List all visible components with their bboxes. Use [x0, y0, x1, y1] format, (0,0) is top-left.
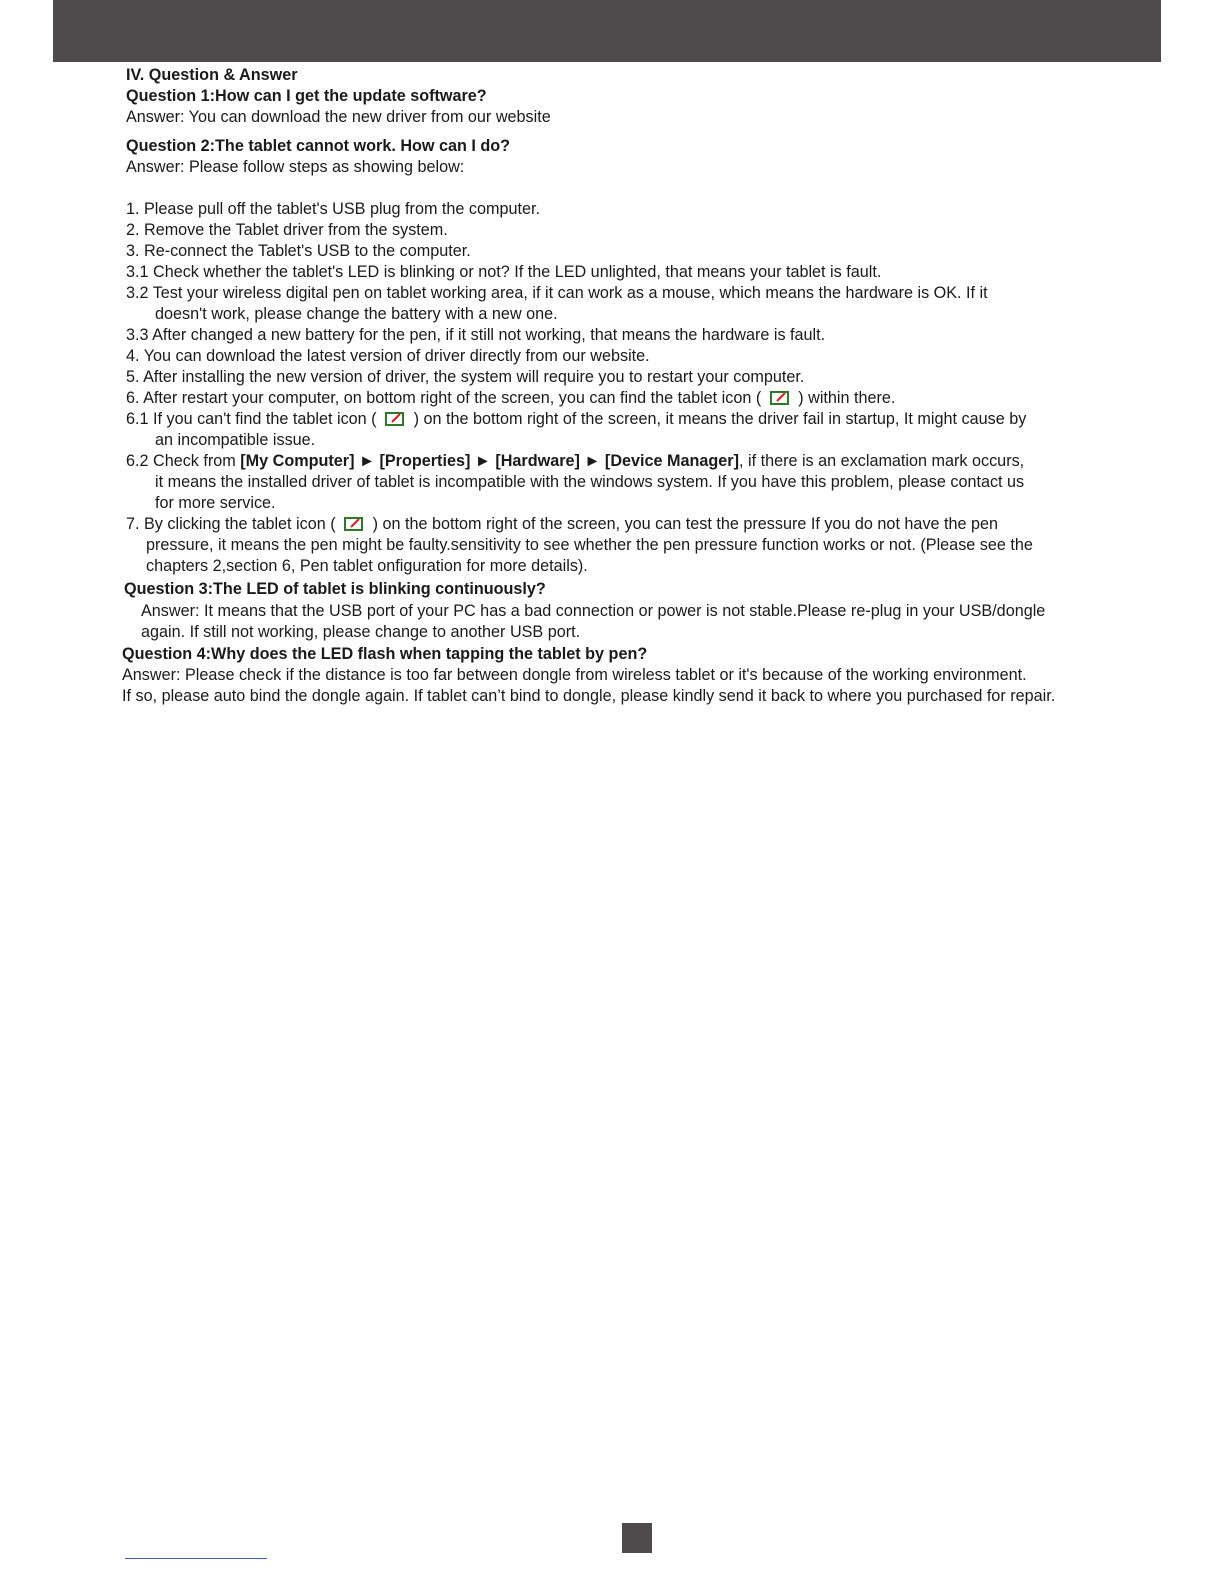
step-3-2: 3.2 Test your wireless digital pen on tablet working area, if it can work as a mouse, which means the hardware is OK. If it	[126, 284, 988, 302]
answer-2: Answer: Please follow steps as showing below:	[126, 158, 465, 176]
step-6	[126, 388, 895, 409]
step-6-2-cont-2: for more service.	[155, 494, 276, 512]
section-title: IV. Question & Answer	[126, 66, 298, 84]
step-6-2-text-pre: 6.2 Check from	[126, 452, 241, 470]
header-bar	[53, 0, 1161, 62]
answer-1: Answer: You can download the new driver from our website	[126, 108, 551, 126]
step-2: 2. Remove the Tablet driver from the system.	[126, 221, 448, 239]
answer-3: Answer: It means that the USB port of your PC has a bad connection or power is not stable.Please re-plug in your USB/dongle	[141, 602, 1046, 620]
step-3-2-cont: doesn't work, please change the battery with a new one.	[155, 305, 558, 323]
step-6-text-post: ) within there.	[798, 389, 896, 407]
question-4: Question 4:Why does the LED flash when tapping the tablet by pen?	[122, 645, 648, 663]
step-6-1	[126, 409, 1026, 430]
step-4: 4. You can download the latest version of driver directly from our website.	[126, 347, 650, 365]
tablet-icon	[770, 390, 790, 405]
question-1: Question 1:How can I get the update software?	[126, 87, 487, 105]
step-5: 5. After installing the new version of driver, the system will require you to restart your computer.	[126, 368, 805, 386]
page-number-box	[622, 1523, 652, 1553]
step-6-1-text-pre: 6.1 If you can't find the tablet icon (	[126, 410, 377, 428]
step-7-text-pre: 7. By clicking the tablet icon (	[126, 515, 336, 533]
step-6-1-cont: an incompatible issue.	[155, 431, 316, 449]
question-2: Question 2:The tablet cannot work. How can I do?	[126, 137, 511, 155]
step-7	[126, 514, 998, 535]
step-7-text-post: ) on the bottom right of the screen, you can test the pressure If you do not have the pen	[372, 515, 999, 533]
step-7-cont-2: chapters 2,section 6, Pen tablet onfiguration for more details).	[146, 557, 588, 575]
tablet-icon	[344, 516, 364, 531]
answer-3-cont: again. If still not working, please change to another USB port.	[141, 623, 581, 641]
step-6-2-text-post: , if there is an exclamation mark occurs,	[738, 452, 1025, 470]
question-3: Question 3:The LED of tablet is blinking continuously?	[124, 580, 546, 598]
step-3: 3. Re-connect the Tablet's USB to the computer.	[126, 242, 471, 260]
step-6-2	[126, 451, 1024, 472]
device-manager-path: [My Computer] ► [Properties] ► [Hardware] ► [Device Manager]	[240, 452, 739, 470]
step-3-1: 3.1 Check whether the tablet's LED is blinking or not? If the LED unlighted, that means your tablet is fault.	[126, 263, 882, 281]
step-6-1-text-post: ) on the bottom right of the screen, it means the driver fail in startup, It might cause by	[413, 410, 1027, 428]
step-1: 1. Please pull off the tablet's USB plug from the computer.	[126, 200, 541, 218]
tablet-icon	[385, 411, 405, 426]
step-6-2-cont-1: it means the installed driver of tablet is incompatible with the windows system. If you have this problem, please contact us	[155, 473, 1025, 491]
footer-rule	[125, 1558, 267, 1559]
step-7-cont-1: pressure, it means the pen might be faulty.sensitivity to see whether the pen pressure function works or not. (Please see the	[146, 536, 1033, 554]
step-6-text-pre: 6. After restart your computer, on bottom right of the screen, you can find the tablet icon (	[126, 389, 762, 407]
answer-4: Answer: Please check if the distance is too far between dongle from wireless tablet or it's because of the working environment.	[122, 666, 1027, 684]
step-3-3: 3.3 After changed a new battery for the pen, if it still not working, that means the hardware is fault.	[126, 326, 826, 344]
answer-4-cont: If so, please auto bind the dongle again. If tablet can’t bind to dongle, please kindly send it back to where you purchased for repair.	[122, 687, 1056, 705]
